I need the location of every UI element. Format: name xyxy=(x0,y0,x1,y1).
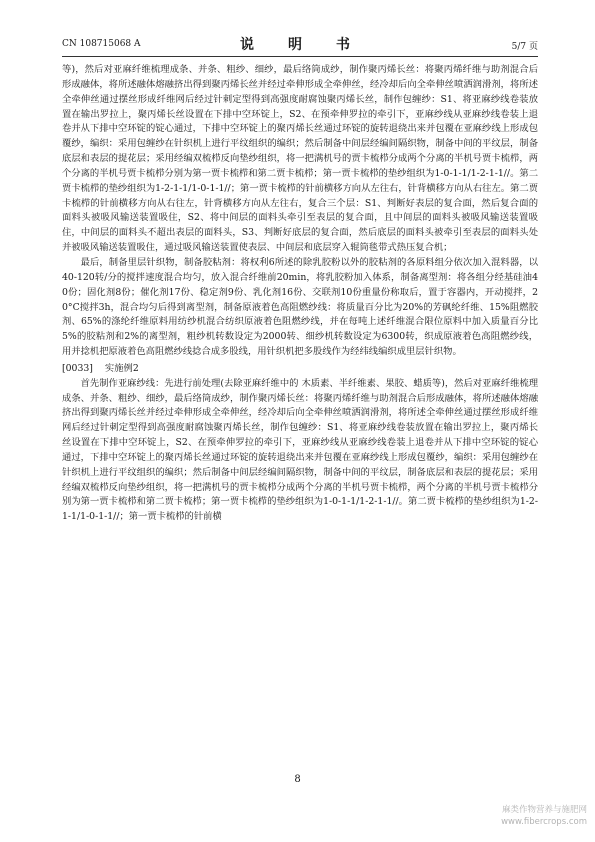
watermark-url: www.fibercrops.com xyxy=(501,817,587,827)
paragraph-number: [0033] xyxy=(62,362,93,374)
header-divider xyxy=(62,56,538,57)
paragraph-continuation: 等)，然后对亚麻纤维梳理成条、并条、粗纱、细纱，最后络筒成纱，制作聚丙烯长丝：将聚丙烯纤维与助剂混合后形成融体，将所述融体熔融挤出得到聚丙烯长丝并经过牵伸形成全牵伸丝，经冷却后向全牵伸丝喷洒润滑剂，将所述全牵伸丝通过摆丝形成纤维网后经过针刺定型得到高强度耐腐蚀聚丙烯长丝，制作包缠纱：S1、将亚麻纱线卷装放置在输出罗拉上，聚丙烯长丝设置在下排中空环锭上，S2、在预牵伸罗拉的牵引下，亚麻纱线从亚麻纱线卷装上退卷并从下排中空环锭的锭心通过，下排中空环锭上的聚丙烯长丝通过环锭的旋转退绕出来并包覆在亚麻纱线上形成包覆纱，编织：采用包缠纱在针织机上进行平纹组织的编织；然后制备中间层经编间隔织物，制备中间的平纹层，制备底层和表层的提花层；采用经编双梳栉反向垫纱组织，将一把满机号的贾卡梳栉分成两个分离的半机号贾卡梳栉，两个分离的半机号贾卡梳栉分别为第一贾卡梳栉和第二贾卡梳栉；第一贾卡梳栉的垫纱组织为1-0-1-1/1-2-1-1//。第二贾卡梳栉的垫纱组织为1-2-1-1/1-0-1-1//；第一贾卡梳栉的针前横移方向从左往右，针背横移方向从右往左。第二贾卡梳栉的针前横移方向从右往左，针背横移方向从左往右，复合三个层：S1、判断好表层的复合面，然后复合面的面料头被吸风输送装置吸住，S2、将中间层的面料头牵引至表层的复合面，且中间层的面料头被吸风输送装置吸住，中间层的面料头不超出表层的面料头，S3、判断好底层的复合面，然后底层的面料头被牵引至表层的面料头处并被吸风输送装置吸住，通过吸风输送装置使表层、中间层和底层穿入辊筒毯带式热压复合机； xyxy=(62,64,538,254)
section-title: 实施例2 xyxy=(104,362,139,374)
paragraph-example-2: 首先制作亚麻纱线：先进行前处理(去除亚麻纤维中的 木质素、半纤维素、果胶、蜡质等)，然后对亚麻纤维梳理成条、并条、粗纱、细纱，最后络筒成纱，制作聚丙烯长丝：将聚丙烯纤维与助剂混合后形成融体，将所述融体熔融挤出得到聚丙烯长丝并经过牵伸形成全牵伸丝，经冷却后向全牵伸丝喷洒润滑剂，将所述全牵伸丝通过摆丝形成纤维网后经过针刺定型得到高强度耐腐蚀聚丙烯长丝，制作包缠纱：S1、将亚麻纱线卷装放置在输出罗拉上，聚丙烯长丝设置在下排中空环锭上，S2、在预牵伸罗拉的牵引下，亚麻纱线从亚麻纱线卷装上退卷并从下排中空环锭的锭心通过，下排中空环锭上的聚丙烯长丝通过环锭的旋转退绕出来并包覆在亚麻纱线上形成包覆纱，编织：采用包缠纱在针织机上进行平纹组织的编织；然后制备中间层经编间隔织物，制备中间的平纹层，制备底层和表层的提花层；采用经编双梳栉反向垫纱组织，将一把满机号的贾卡梳栉分成两个分离的半机号贾卡梳栉，两个分离的半机号贾卡梳栉分别为第一贾卡梳栉和第二贾卡梳栉；第一贾卡梳栉的垫纱组织为1-0-1-1/1-2-1-1//。第二贾卡梳栉的垫纱组织为1-2-1-1/1-0-1-1//；第一贾卡梳栉的针前横 xyxy=(62,377,538,523)
section-heading xyxy=(62,362,538,377)
paragraph-final-step: 最后，制备里层针织物，制备胶粘剂：将权利6所述的除乳胶粉以外的胶粘剂的各原料组分依次加入混料器，以40-120转/分的搅拌速度混合均匀，放入混合纤维前20min，将乳胶粉加入体系，制备离型剂：将各组分经基硅油40份；固化剂8份；催化剂17份、稳定剂9份、乳化剂16份、交联剂10份重量份称取后，置于容器内，开动搅拌，20°C搅拌3h，混合均匀后得到离型剂，制备原液着色高阻燃纱线：将质量百分比为20%的芳砜纶纤维、15%阻燃胶剂、65%的涤纶纤维原料用纺纱机混合纺织原液着色阻燃纱线，并在每吨上述纤维混合限位原料中加入质量百分比5%的胶粘剂和2%的离型剂，粗纱机转数设定为2000转、细纱机转数设定为6300转，织成原液着色高阻燃纱线，用并捻机把原液着色高阻燃纱线捻合成多股线，用针织机把多股线作为经纬线编织成里层针织物。 xyxy=(62,256,538,358)
watermark-text: 麻类作物营养与施肥网 xyxy=(501,805,587,815)
patent-number: CN 108715068 A xyxy=(62,39,141,49)
document-body xyxy=(62,63,538,525)
document-type-title: 说 明 书 xyxy=(240,37,360,53)
page-number: 8 xyxy=(294,774,301,785)
site-watermark xyxy=(397,804,587,828)
page-header xyxy=(62,34,538,52)
page-info: 5/7 页 xyxy=(511,42,538,52)
